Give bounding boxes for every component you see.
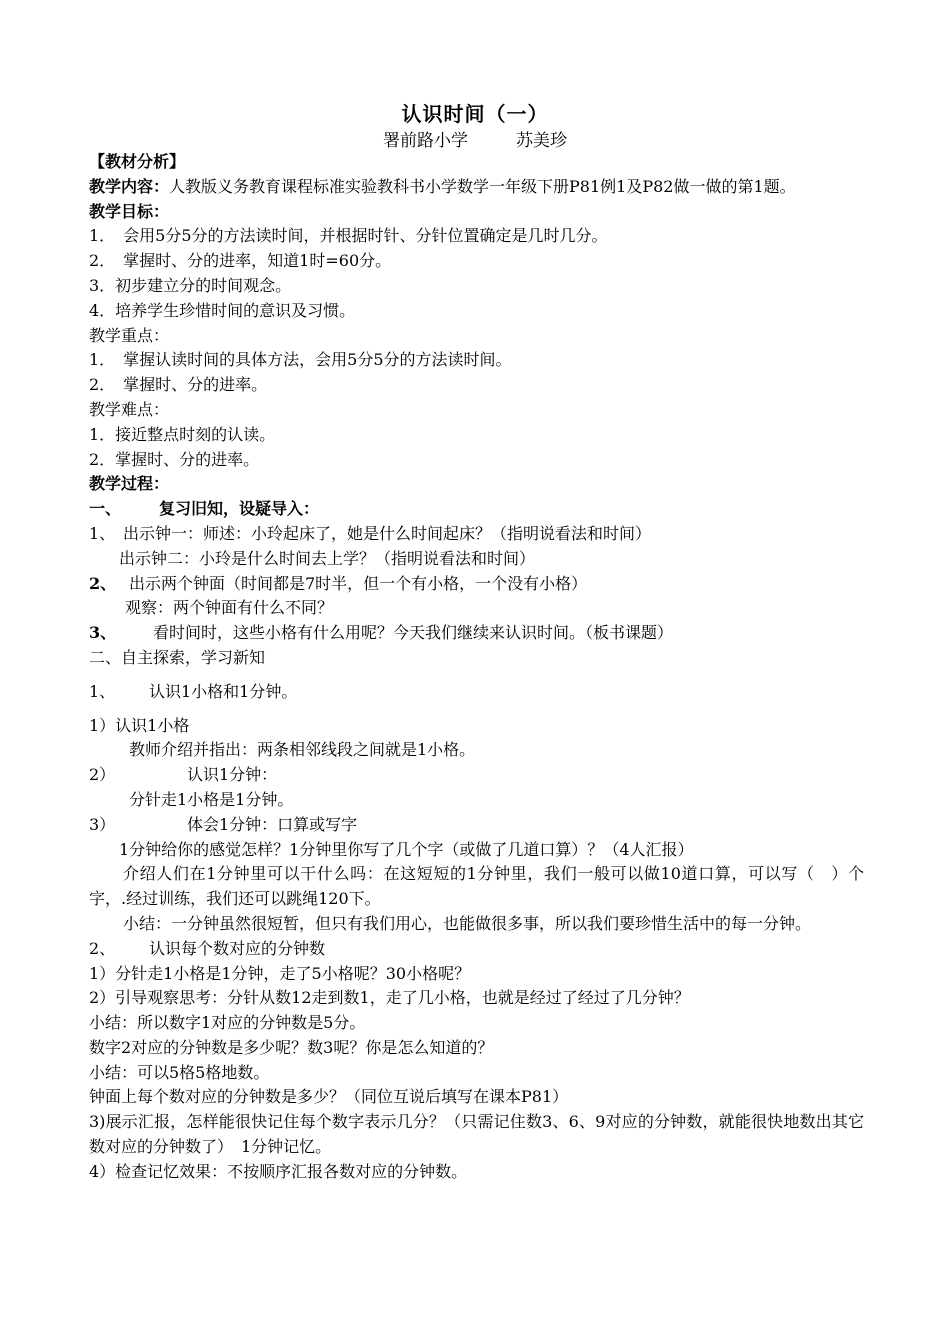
part2-line: 钟面上每个数对应的分钟数是多少？（同位互说后填写在课本P81） bbox=[89, 1087, 569, 1107]
part2-line: 分针走1小格是1分钟。 bbox=[129, 789, 294, 809]
part2-paragraph: 3)展示汇报，怎样能很快记住每个数字表示几分？（只需记住数3、6、9对应的分钟数，就能很快地数出其它数对应的分钟数了） 1分钟记忆。 bbox=[89, 1112, 864, 1157]
part2-paragraph: 介绍人们在1分钟里可以干什么吗：在这短短的1分钟里，我们一般可以做10道口算，可以写（ ）个字，.经过训练，我们还可以跳绳120下。 bbox=[89, 864, 864, 909]
part2-line: 4）检查记忆效果：不按顺序汇报各数对应的分钟数。 bbox=[89, 1161, 468, 1181]
part2-step-text: 认识1小格和1分钟。 bbox=[149, 681, 298, 701]
part2-line-num: 2） bbox=[89, 765, 116, 785]
part1-line bbox=[89, 621, 864, 646]
part1-num: 一、 bbox=[89, 499, 122, 519]
part1-line-text: 出示钟一：师述：小玲起床了，她是什么时间起床？（指明说看法和时间） bbox=[123, 523, 652, 543]
part2-line-num: 3） bbox=[89, 814, 116, 834]
difficulty-item: 2．掌握时、分的进率。 bbox=[89, 449, 260, 469]
document-body bbox=[89, 150, 864, 1185]
objective-item: 4．培养学生珍惜时间的意识及习惯。 bbox=[89, 300, 356, 320]
objective-item: 2． 掌握时、分的进率，知道1时=60分。 bbox=[89, 251, 392, 271]
part1-line-num: 2、 bbox=[89, 573, 117, 593]
objectives-label: 教学目标： bbox=[89, 201, 170, 221]
part1-line bbox=[89, 522, 864, 547]
part2-line-text: 体会1分钟：口算或写字 bbox=[187, 814, 358, 834]
part2-line: 教师介绍并指出：两条相邻线段之间就是1小格。 bbox=[129, 740, 476, 760]
content-text: 人教版义务教育课程标准实验教科书小学数学一年级下册P81例1及P82做一做的第1题。 bbox=[169, 176, 796, 196]
part1-line-num: 1、 bbox=[89, 523, 116, 543]
key-point-item: 2． 掌握时、分的进率。 bbox=[89, 375, 268, 395]
part1-line-text: 出示两个钟面（时间都是7时半，但一个有小格，一个没有小格） bbox=[129, 573, 588, 593]
part2-step bbox=[89, 937, 864, 962]
part2-line: 1分钟给你的感觉怎样？1分钟里你写了几个字（或做了几道口算）？（4人汇报） bbox=[119, 839, 694, 859]
difficulty-item: 1．接近整点时刻的认读。 bbox=[89, 424, 276, 444]
part2-line: 2）引导观察思考：分针从数12走到数1，走了几小格，也就是经过了经过了几分钟？ bbox=[89, 988, 690, 1008]
process-label: 教学过程： bbox=[89, 474, 170, 494]
part2-paragraph: 小结：一分钟虽然很短暂，但只有我们用心，也能做很多事，所以我们要珍惜生活中的每一分钟。 bbox=[123, 913, 812, 933]
author-name: 苏美珍 bbox=[516, 131, 567, 151]
key-point-item: 1． 掌握认读时间的具体方法，会用5分5分的方法读时间。 bbox=[89, 350, 512, 370]
part2-line: 1）分针走1小格是1分钟，走了5小格呢？30小格呢？ bbox=[89, 963, 471, 983]
document-title: 认识时间（一） bbox=[401, 102, 549, 126]
part1-title: 复习旧知，设疑导入： bbox=[159, 499, 320, 519]
part1-heading bbox=[89, 497, 864, 522]
key-points-label: 教学重点： bbox=[89, 325, 170, 345]
author-line bbox=[0, 126, 950, 151]
part2-line bbox=[89, 813, 864, 838]
part2-heading: 二、自主探索，学习新知 bbox=[89, 647, 266, 667]
part2-step-num: 1、 bbox=[89, 681, 116, 701]
content-label: 教学内容： bbox=[89, 176, 170, 196]
part1-line-num: 3、 bbox=[89, 623, 117, 643]
part1-line: 观察：两个钟面有什么不同？ bbox=[125, 598, 334, 618]
part2-step bbox=[89, 680, 864, 705]
difficulties-label: 教学难点： bbox=[89, 399, 170, 419]
objective-item: 3．初步建立分的时间观念。 bbox=[89, 275, 292, 295]
part2-line: 1）认识1小格 bbox=[89, 715, 190, 735]
content-paragraph bbox=[89, 175, 864, 200]
part2-step-num: 2、 bbox=[89, 938, 116, 958]
part2-step-text: 认识每个数对应的分钟数 bbox=[149, 938, 326, 958]
part2-line: 小结：可以5格5格地数。 bbox=[89, 1062, 270, 1082]
part2-line bbox=[89, 763, 864, 788]
school-name: 署前路小学 bbox=[383, 131, 468, 151]
part1-line-text: 看时间时，这些小格有什么用呢？今天我们继续来认识时间。（板书课题） bbox=[153, 623, 674, 643]
part1-line bbox=[89, 572, 864, 597]
part1-line: 出示钟二：小玲是什么时间去上学？（指明说看法和时间） bbox=[119, 548, 536, 568]
part2-line: 小结：所以数字1对应的分钟数是5分。 bbox=[89, 1013, 366, 1033]
section-header: 【教材分析】 bbox=[89, 152, 186, 171]
objective-item: 1． 会用5分5分的方法读时间，并根据时针、分针位置确定是几时几分。 bbox=[89, 226, 608, 246]
part2-line: 数字2对应的分钟数是多少呢？数3呢？你是怎么知道的？ bbox=[89, 1037, 494, 1057]
part2-line-text: 认识1分钟： bbox=[187, 765, 278, 785]
